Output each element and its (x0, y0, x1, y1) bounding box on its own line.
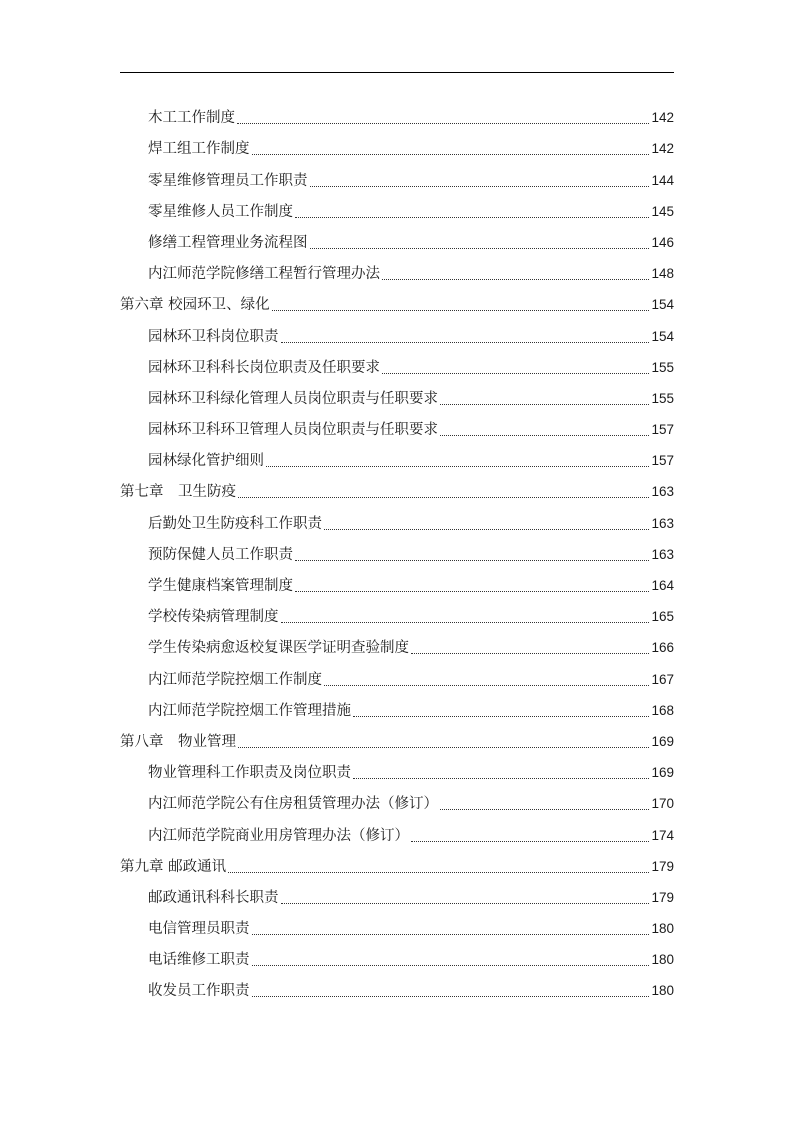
toc-page-number: 154 (651, 297, 674, 313)
toc-dot-leader (252, 996, 650, 997)
toc-dot-leader (228, 872, 649, 873)
toc-page-number: 142 (651, 141, 674, 157)
toc-title: 电信管理员职责 (148, 921, 250, 938)
toc-entry-row[interactable] (120, 658, 674, 689)
toc-page-number: 155 (651, 390, 674, 406)
toc-dot-leader (440, 435, 649, 436)
toc-dot-leader (295, 560, 649, 561)
toc-page-number: 157 (651, 453, 674, 469)
toc-page-number: 174 (651, 827, 674, 843)
toc-entry-row[interactable] (120, 877, 674, 908)
toc-entry-row[interactable] (120, 534, 674, 565)
toc-dot-leader (382, 373, 649, 374)
toc-dot-leader (324, 529, 649, 530)
toc-page-number: 170 (651, 796, 674, 812)
toc-page-number: 180 (651, 952, 674, 968)
toc-page-number: 163 (651, 546, 674, 562)
toc-title: 内江师范学院商业用房管理办法（修订） (148, 827, 409, 844)
toc-entry-row[interactable] (120, 939, 674, 970)
toc-dot-leader (238, 747, 649, 748)
toc-dot-leader (411, 653, 649, 654)
toc-entry-row[interactable] (120, 783, 674, 814)
toc-title: 第九章 邮政通讯 (120, 858, 227, 875)
toc-entry-row[interactable] (120, 908, 674, 939)
toc-entry-row[interactable] (120, 159, 674, 190)
toc-title: 园林环卫科岗位职责 (148, 328, 279, 345)
toc-title: 第八章 物业管理 (120, 733, 236, 750)
toc-chapter-row[interactable] (120, 284, 674, 315)
toc-dot-leader (252, 154, 650, 155)
toc-entry-row[interactable] (120, 97, 674, 128)
toc-dot-leader (281, 342, 650, 343)
toc-title: 物业管理科工作职责及岗位职责 (148, 765, 351, 782)
toc-page-number: 154 (651, 328, 674, 344)
toc-entry-row[interactable] (120, 347, 674, 378)
toc-title: 第六章 校园环卫、绿化 (120, 297, 270, 314)
toc-entry-row[interactable] (120, 378, 674, 409)
toc-title: 学校传染病管理制度 (148, 609, 279, 626)
toc-title: 收发员工作职责 (148, 983, 250, 1000)
toc-page-number: 145 (651, 203, 674, 219)
toc-entry-row[interactable] (120, 191, 674, 222)
toc-dot-leader (252, 965, 650, 966)
toc-title: 后勤处卫生防疫科工作职责 (148, 515, 322, 532)
toc-title: 木工工作制度 (148, 110, 235, 127)
toc-page-number: 169 (651, 733, 674, 749)
toc-entry-row[interactable] (120, 128, 674, 159)
toc-entry-row[interactable] (120, 752, 674, 783)
toc-dot-leader (353, 778, 649, 779)
toc-page-number: 168 (651, 702, 674, 718)
toc-dot-leader (440, 404, 649, 405)
toc-dot-leader (295, 217, 649, 218)
toc-page-number: 163 (651, 484, 674, 500)
toc-dot-leader (353, 716, 649, 717)
toc-title: 零星维修人员工作制度 (148, 203, 293, 220)
toc-entry-row[interactable] (120, 970, 674, 1001)
toc-title: 园林环卫科科长岗位职责及任职要求 (148, 359, 380, 376)
toc-title: 内江师范学院修缮工程暂行管理办法 (148, 266, 380, 283)
toc-dot-leader (281, 903, 650, 904)
toc-dot-leader (237, 123, 649, 124)
toc-title: 学生健康档案管理制度 (148, 578, 293, 594)
toc-page-number: 179 (651, 889, 674, 905)
toc-page-number: 148 (651, 266, 674, 282)
toc-chapter-row[interactable] (120, 471, 674, 502)
toc-title: 内江师范学院控烟工作管理措施 (148, 702, 351, 719)
table-of-contents (120, 97, 674, 1001)
toc-dot-leader (310, 186, 650, 187)
toc-dot-leader (281, 622, 650, 623)
toc-dot-leader (238, 497, 649, 498)
toc-title: 园林绿化管护细则 (148, 453, 264, 470)
toc-title: 预防保健人员工作职责 (148, 546, 293, 563)
toc-dot-leader (382, 279, 649, 280)
toc-chapter-row[interactable] (120, 846, 674, 877)
toc-page-number: 169 (651, 765, 674, 781)
toc-page-number: 142 (651, 110, 674, 126)
toc-title: 焊工组工作制度 (148, 141, 250, 158)
toc-page-number: 164 (651, 578, 674, 593)
toc-title: 第七章 卫生防疫 (120, 484, 236, 501)
toc-entry-row[interactable] (120, 565, 674, 596)
toc-title: 内江师范学院公有住房租赁管理办法（修订） (148, 796, 438, 813)
toc-entry-row[interactable] (120, 253, 674, 284)
toc-page-number: 179 (651, 858, 674, 874)
toc-dot-leader (411, 841, 649, 842)
toc-page-number: 163 (651, 515, 674, 531)
toc-page-number: 146 (651, 234, 674, 250)
toc-page-number: 166 (651, 640, 674, 656)
toc-entry-row[interactable] (120, 690, 674, 721)
header-rule (120, 72, 674, 73)
toc-page-number: 157 (651, 422, 674, 438)
toc-entry-row[interactable] (120, 222, 674, 253)
toc-title: 电话维修工职责 (148, 952, 250, 969)
toc-page-number: 165 (651, 609, 674, 625)
toc-chapter-row[interactable] (120, 721, 674, 752)
toc-title: 园林环卫科绿化管理人员岗位职责与任职要求 (148, 390, 438, 407)
toc-page-number: 155 (651, 359, 674, 375)
toc-entry-row[interactable] (120, 627, 674, 658)
toc-entry-row[interactable] (120, 315, 674, 346)
toc-dot-leader (310, 248, 650, 249)
toc-dot-leader (324, 685, 649, 686)
toc-dot-leader (252, 934, 650, 935)
toc-page-number: 144 (651, 172, 674, 188)
toc-title: 内江师范学院控烟工作制度 (148, 671, 322, 688)
toc-entry-row[interactable] (120, 814, 674, 845)
toc-entry-row[interactable] (120, 502, 674, 533)
toc-page-number: 180 (651, 983, 674, 999)
toc-dot-leader (266, 466, 649, 467)
toc-dot-leader (272, 310, 650, 311)
toc-dot-leader (295, 591, 649, 592)
toc-entry-row[interactable] (120, 596, 674, 627)
toc-entry-row[interactable] (120, 440, 674, 471)
toc-title: 零星维修管理员工作职责 (148, 172, 308, 189)
toc-dot-leader (440, 809, 649, 810)
toc-title: 学生传染病愈返校复课医学证明查验制度 (148, 640, 409, 657)
toc-title: 园林环卫科环卫管理人员岗位职责与任职要求 (148, 422, 438, 439)
toc-page-number: 180 (651, 921, 674, 937)
toc-title: 邮政通讯科科长职责 (148, 889, 279, 906)
toc-page-number: 167 (651, 671, 674, 687)
toc-title: 修缮工程管理业务流程图 (148, 234, 308, 251)
toc-entry-row[interactable] (120, 409, 674, 440)
